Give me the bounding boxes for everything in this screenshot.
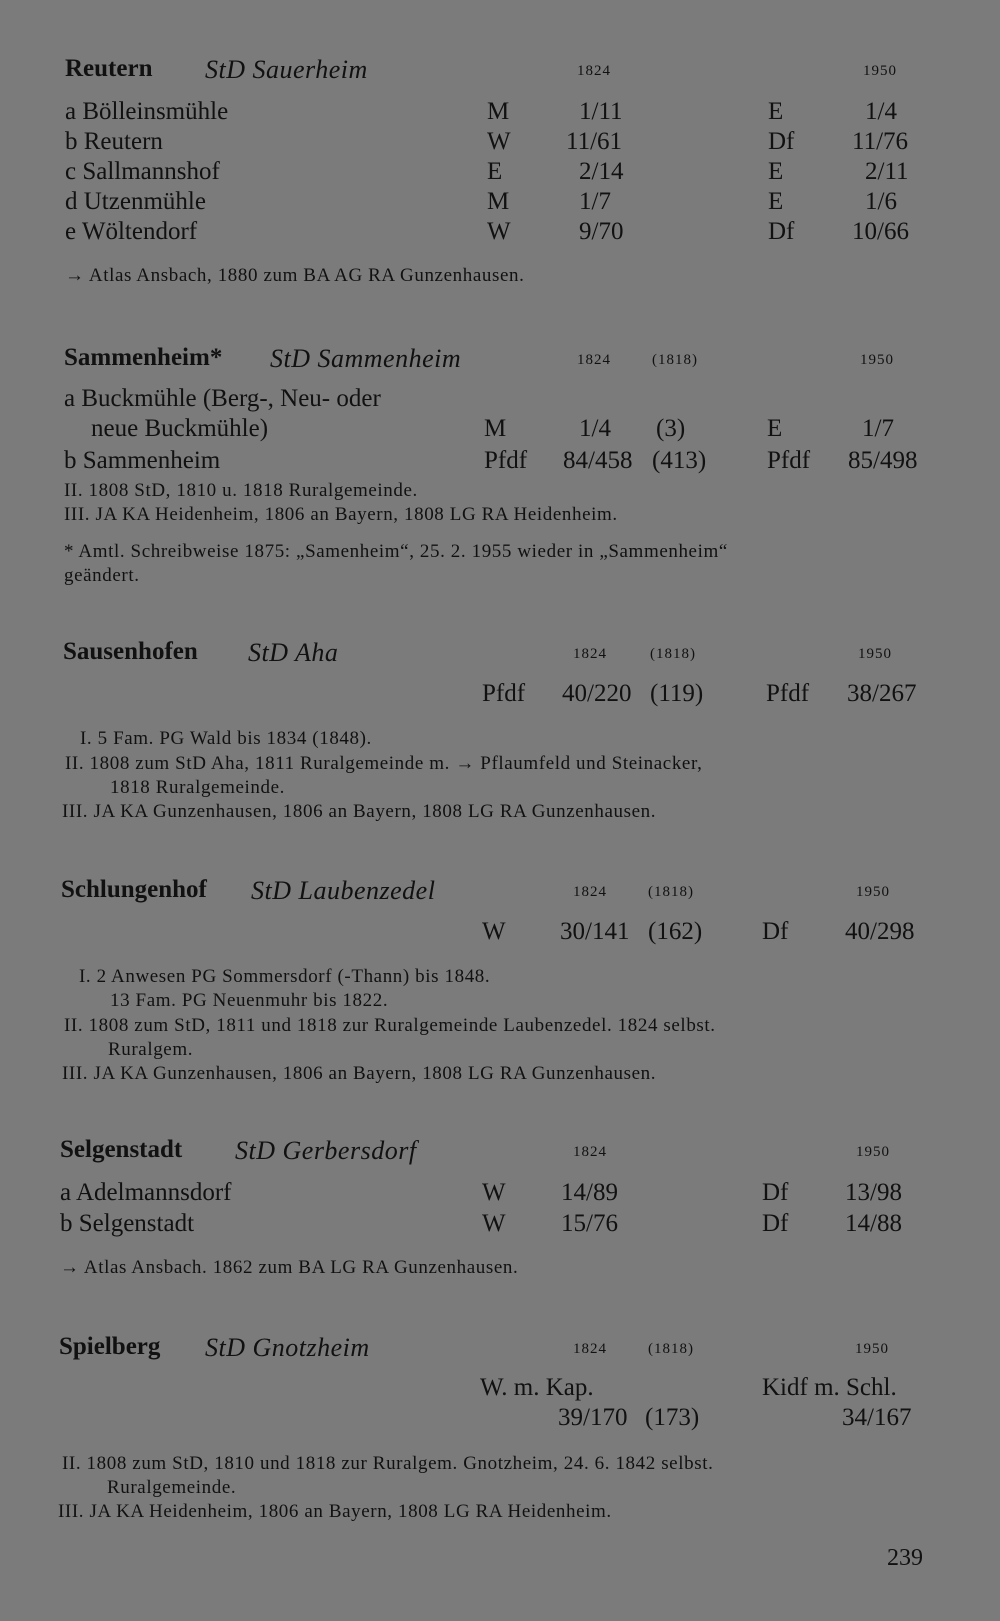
row-value-1824: 1/4 xyxy=(579,415,611,442)
year-1824: 1824 xyxy=(577,63,611,79)
row-value-1818: (413) xyxy=(652,447,707,474)
year-1818: (1818) xyxy=(652,352,698,368)
row-type-1950: Df xyxy=(762,1210,789,1237)
year-1950: 1950 xyxy=(856,884,890,900)
year-1950: 1950 xyxy=(860,352,894,368)
note-line: Ruralgemeinde. xyxy=(107,1477,237,1498)
note-line: III. JA KA Heidenheim, 1806 an Bayern, 1808 LG RA Heidenheim. xyxy=(64,504,618,525)
row-name: a Buckmühle (Berg-, Neu- oder xyxy=(64,385,381,412)
row-type-1950: Df xyxy=(762,1179,789,1206)
row-value-1818: (3) xyxy=(656,415,686,442)
place-name: Spielberg xyxy=(59,1333,161,1360)
row-value-1818: (119) xyxy=(650,680,704,707)
row-type-1824: W xyxy=(487,218,511,245)
note-line: → Atlas Ansbach, 1880 zum BA AG RA Gunzenhausen. xyxy=(65,265,525,286)
row-value-1824: 30/141 xyxy=(560,918,630,945)
row-type-1950: Pfdf xyxy=(766,680,810,707)
row-value-1950: 1/7 xyxy=(862,415,894,442)
year-1818: (1818) xyxy=(648,1341,694,1357)
row-value-1950: 13/98 xyxy=(845,1179,902,1206)
row-type-1824: E xyxy=(487,158,503,185)
row-type-1950: Df xyxy=(768,128,795,155)
row-type-1824: W xyxy=(482,1179,506,1206)
year-1824: 1824 xyxy=(577,352,611,368)
row-value-1950: 10/66 xyxy=(852,218,909,245)
row-name: b Sammenheim xyxy=(64,447,221,474)
row-type-1950: Df xyxy=(768,218,795,245)
row-type-1950: Df xyxy=(762,918,789,945)
year-1824: 1824 xyxy=(573,1144,607,1160)
row-value-1950: 40/298 xyxy=(845,918,915,945)
std-label: StD Gerbersdorf xyxy=(235,1136,417,1165)
row-type-1824: M xyxy=(487,98,510,125)
row-value-1950: 1/6 xyxy=(865,188,897,215)
row-name: d Utzenmühle xyxy=(65,188,206,215)
row-name: a Adelmannsdorf xyxy=(60,1179,232,1206)
note-line: I. 5 Fam. PG Wald bis 1834 (1848). xyxy=(80,728,372,749)
note-line: II. 1808 zum StD, 1810 und 1818 zur Ruralgem. Gnotzheim, 24. 6. 1842 selbst. xyxy=(62,1453,714,1474)
year-1950: 1950 xyxy=(855,1341,889,1357)
note-line: I. 2 Anwesen PG Sommersdorf (-Thann) bis 1848. xyxy=(79,966,491,987)
row-value-1818: (162) xyxy=(648,918,703,945)
row-name: c Sallmannshof xyxy=(65,158,220,185)
row-name: a Bölleinsmühle xyxy=(65,98,229,125)
row-value-1824: 11/61 xyxy=(566,128,623,155)
year-1950: 1950 xyxy=(863,63,897,79)
row-value-1950: 2/11 xyxy=(865,158,909,185)
row-type-1824: W xyxy=(482,1210,506,1237)
row-value-1824: 14/89 xyxy=(561,1179,618,1206)
std-label: StD Sammenheim xyxy=(270,344,462,373)
row-type-1824: M xyxy=(487,188,510,215)
row-value-1824: 9/70 xyxy=(579,218,624,245)
row-value-1824: 1/11 xyxy=(579,98,623,125)
row-type-1950: E xyxy=(768,158,784,185)
row-name: b Reutern xyxy=(65,128,163,155)
row-value-1950: 34/167 xyxy=(842,1404,912,1431)
note-line: II. 1808 StD, 1810 u. 1818 Ruralgemeinde. xyxy=(64,480,418,501)
std-label: StD Laubenzedel xyxy=(251,876,436,905)
row-value-1950: 11/76 xyxy=(852,128,909,155)
std-label: StD Sauerheim xyxy=(205,55,368,84)
place-name: Schlungenhof xyxy=(61,876,207,903)
row-name: e Wöltendorf xyxy=(65,218,198,245)
year-1818: (1818) xyxy=(648,884,694,900)
row-value-1824: 2/14 xyxy=(579,158,624,185)
note-line: → Atlas Ansbach. 1862 zum BA LG RA Gunzenhausen. xyxy=(60,1257,519,1278)
row-type-1824: W xyxy=(482,918,506,945)
row-name: neue Buckmühle) xyxy=(91,415,269,442)
row-value-1950: 14/88 xyxy=(845,1210,902,1237)
footnote-line: geändert. xyxy=(64,565,140,586)
year-1824: 1824 xyxy=(573,1341,607,1357)
row-value-1950: 38/267 xyxy=(847,680,917,707)
note-line: II. 1808 zum StD Aha, 1811 Ruralgemeinde m. → Pflaumfeld und Steinacker, xyxy=(65,753,703,774)
row-type-1950: Kidf m. Schl. xyxy=(762,1374,897,1401)
note-line: III. JA KA Gunzenhausen, 1806 an Bayern, 1808 LG RA Gunzenhausen. xyxy=(62,801,657,822)
place-name: Sammenheim* xyxy=(64,344,223,371)
place-name: Reutern xyxy=(65,55,153,82)
row-value-1824: 39/170 xyxy=(558,1404,628,1431)
note-line: II. 1808 zum StD, 1811 und 1818 zur Ruralgemeinde Laubenzedel. 1824 selbst. xyxy=(64,1015,716,1036)
place-name: Selgenstadt xyxy=(60,1136,183,1163)
note-line: III. JA KA Gunzenhausen, 1806 an Bayern, 1808 LG RA Gunzenhausen. xyxy=(62,1063,657,1084)
std-label: StD Aha xyxy=(248,638,339,667)
row-type-1824: M xyxy=(484,415,507,442)
row-value-1818: (173) xyxy=(645,1404,700,1431)
footnote-line: * Amtl. Schreibweise 1875: „Samenheim“, 25. 2. 1955 wieder in „Sammenheim“ xyxy=(64,541,728,562)
note-line: 1818 Ruralgemeinde. xyxy=(110,777,285,798)
row-type-1950: Pfdf xyxy=(767,447,811,474)
row-type-1824: W xyxy=(487,128,511,155)
row-value-1824: 84/458 xyxy=(563,447,633,474)
row-value-1950: 1/4 xyxy=(865,98,897,125)
row-value-1824: 15/76 xyxy=(561,1210,618,1237)
row-value-1950: 85/498 xyxy=(848,447,918,474)
year-1824: 1824 xyxy=(573,646,607,662)
row-type-1950: E xyxy=(767,415,783,442)
page-number: 239 xyxy=(887,1545,923,1571)
year-1818: (1818) xyxy=(650,646,696,662)
year-1950: 1950 xyxy=(856,1144,890,1160)
year-1950: 1950 xyxy=(858,646,892,662)
row-value-1824: 40/220 xyxy=(562,680,632,707)
note-line: III. JA KA Heidenheim, 1806 an Bayern, 1808 LG RA Heidenheim. xyxy=(58,1501,612,1522)
note-line: 13 Fam. PG Neuenmuhr bis 1822. xyxy=(110,990,389,1011)
row-type-1950: E xyxy=(768,188,784,215)
row-name: b Selgenstadt xyxy=(60,1210,195,1237)
std-label: StD Gnotzheim xyxy=(205,1333,370,1362)
row-type-1824: W. m. Kap. xyxy=(480,1374,594,1401)
row-type-1824: Pfdf xyxy=(482,680,526,707)
place-name: Sausenhofen xyxy=(63,638,198,665)
row-value-1824: 1/7 xyxy=(579,188,611,215)
year-1824: 1824 xyxy=(573,884,607,900)
note-line: Ruralgem. xyxy=(108,1039,194,1060)
row-type-1950: E xyxy=(768,98,784,125)
row-type-1824: Pfdf xyxy=(484,447,528,474)
